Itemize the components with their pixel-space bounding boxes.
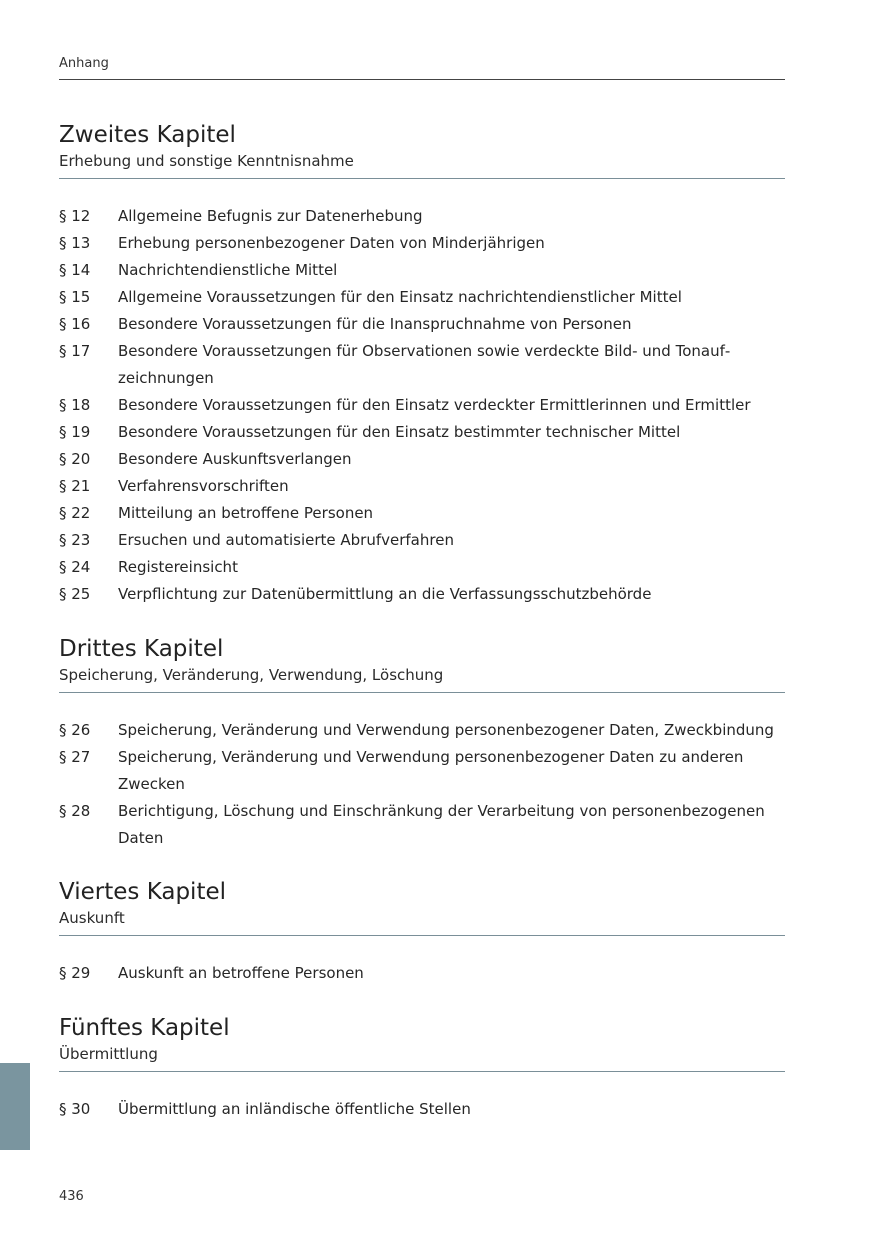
section-number: § 21 bbox=[59, 477, 91, 495]
section-item bbox=[59, 527, 785, 554]
chapter-fuenftes-kapitel bbox=[59, 1013, 785, 1123]
section-item bbox=[59, 500, 785, 527]
section-number: § 26 bbox=[59, 721, 91, 739]
section-number: § 18 bbox=[59, 396, 91, 414]
section-title: Auskunft an betroffene Personen bbox=[118, 964, 364, 982]
chapter-viertes-kapitel bbox=[59, 877, 785, 987]
chapter-title: Drittes Kapitel bbox=[59, 636, 224, 662]
section-title: Ersuchen und automatisierte Abrufverfahren bbox=[118, 531, 454, 549]
table-of-contents bbox=[59, 120, 785, 1123]
section-item bbox=[59, 1096, 785, 1123]
section-item bbox=[59, 284, 785, 311]
section-number: § 29 bbox=[59, 964, 91, 982]
section-item bbox=[59, 446, 785, 473]
section-title: Allgemeine Befugnis zur Datenerhebung bbox=[118, 207, 423, 225]
section-item bbox=[59, 744, 785, 798]
section-item bbox=[59, 257, 785, 284]
section-number: § 14 bbox=[59, 261, 91, 279]
section-item bbox=[59, 392, 785, 419]
section-item bbox=[59, 554, 785, 581]
section-list bbox=[59, 693, 785, 852]
section-title: Besondere Voraussetzungen für den Einsatz verdeckter Ermittlerinnen und Ermittler bbox=[118, 396, 751, 414]
section-number: § 27 bbox=[59, 748, 91, 766]
section-item bbox=[59, 311, 785, 338]
section-list bbox=[59, 936, 785, 987]
section-title: Mitteilung an betroffene Personen bbox=[118, 504, 374, 522]
section-title: Nachrichtendienstliche Mittel bbox=[118, 261, 338, 279]
chapter-zweites-kapitel bbox=[59, 120, 785, 608]
section-number: § 25 bbox=[59, 585, 91, 603]
section-list bbox=[59, 1072, 785, 1123]
running-head: Anhang bbox=[59, 56, 109, 71]
section-number: § 30 bbox=[59, 1100, 91, 1118]
section-item bbox=[59, 473, 785, 500]
section-title: Übermittlung an inländische öffentliche Stellen bbox=[118, 1100, 471, 1118]
chapter-title: Fünftes Kapitel bbox=[59, 1015, 230, 1041]
section-item bbox=[59, 419, 785, 446]
section-item bbox=[59, 581, 785, 608]
section-list bbox=[59, 179, 785, 608]
section-item bbox=[59, 203, 785, 230]
section-number: § 12 bbox=[59, 207, 91, 225]
section-title: Besondere Voraussetzungen für den Einsatz bestimmter technischer Mittel bbox=[118, 423, 681, 441]
chapter-title: Zweites Kapitel bbox=[59, 122, 236, 148]
chapter-subtitle: Auskunft bbox=[59, 908, 785, 936]
section-number: § 20 bbox=[59, 450, 91, 468]
section-number: § 13 bbox=[59, 234, 91, 252]
section-title: Besondere Voraussetzungen für Observationen sowie verdeckte Bild- und Tonaufzeichnungen bbox=[118, 342, 731, 387]
section-title: Allgemeine Voraussetzungen für den Einsatz nachrichtendienstlicher Mittel bbox=[118, 288, 682, 306]
section-title: Erhebung personenbezogener Daten von Minderjährigen bbox=[118, 234, 545, 252]
section-number: § 16 bbox=[59, 315, 91, 333]
chapter-side-tab bbox=[0, 1063, 30, 1150]
section-number: § 24 bbox=[59, 558, 91, 576]
chapter-title: Viertes Kapitel bbox=[59, 879, 227, 905]
chapter-subtitle: Erhebung und sonstige Kenntnisnahme bbox=[59, 151, 785, 179]
section-title: Speicherung, Veränderung und Verwendung personenbezogener Daten zu anderen Zwecken bbox=[118, 748, 744, 793]
section-number: § 19 bbox=[59, 423, 91, 441]
chapter-drittes-kapitel bbox=[59, 634, 785, 852]
section-item bbox=[59, 338, 785, 392]
section-number: § 15 bbox=[59, 288, 91, 306]
section-number: § 22 bbox=[59, 504, 91, 522]
section-number: § 23 bbox=[59, 531, 91, 549]
section-item bbox=[59, 960, 785, 987]
section-title: Berichtigung, Löschung und Einschränkung der Verarbeitung von personenbezogenen Daten bbox=[118, 802, 765, 847]
section-item bbox=[59, 717, 785, 744]
chapter-subtitle: Speicherung, Veränderung, Verwendung, Löschung bbox=[59, 665, 785, 693]
section-title: Besondere Auskunftsverlangen bbox=[118, 450, 352, 468]
section-title: Besondere Voraussetzungen für die Inanspruchnahme von Personen bbox=[118, 315, 632, 333]
header-rule bbox=[59, 79, 785, 80]
section-item bbox=[59, 798, 785, 852]
page-number: 436 bbox=[59, 1189, 84, 1204]
section-number: § 28 bbox=[59, 802, 91, 820]
chapter-subtitle: Übermittlung bbox=[59, 1044, 785, 1072]
section-title: Registereinsicht bbox=[118, 558, 238, 576]
section-title: Verpflichtung zur Datenübermittlung an die Verfassungsschutzbehörde bbox=[118, 585, 652, 603]
section-title: Speicherung, Veränderung und Verwendung personenbezogener Daten, Zweckbindung bbox=[118, 721, 774, 739]
section-number: § 17 bbox=[59, 342, 91, 360]
section-title: Verfahrensvorschriften bbox=[118, 477, 289, 495]
section-item bbox=[59, 230, 785, 257]
